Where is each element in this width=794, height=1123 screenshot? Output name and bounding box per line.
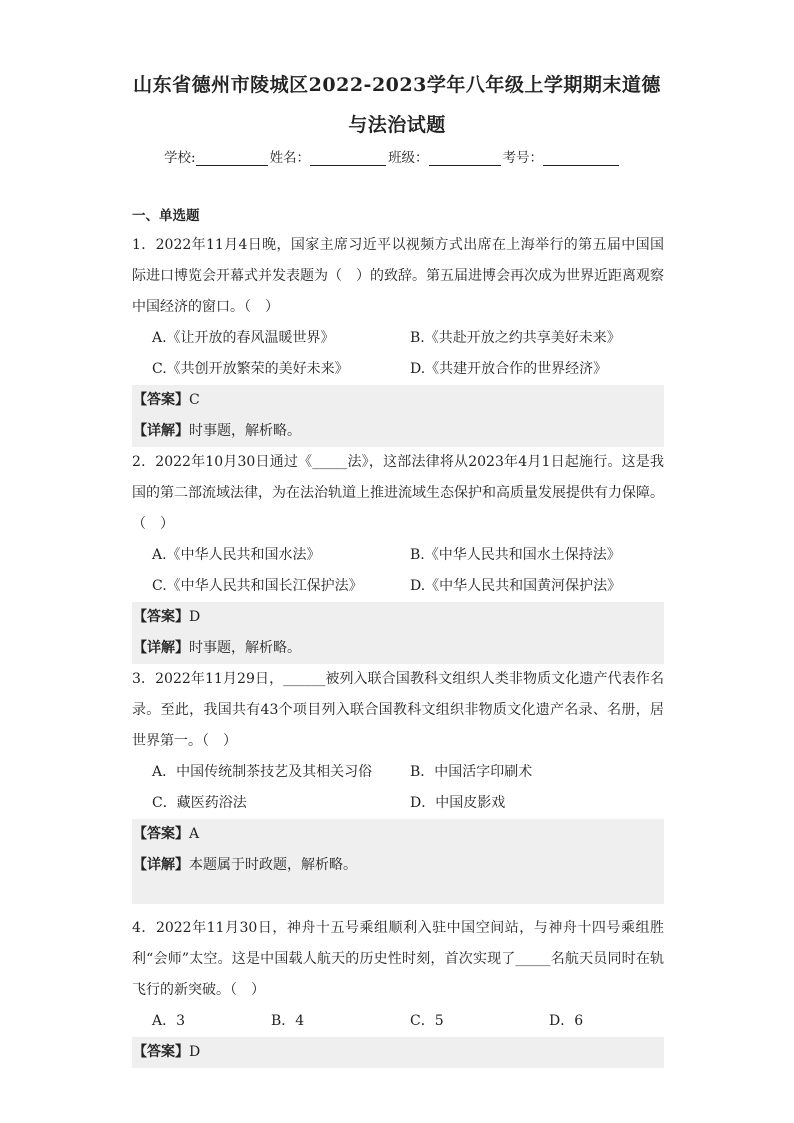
detail-label: 【详解】 [133,640,189,656]
q4-answer [132,1037,664,1068]
student-info-line [164,146,621,166]
exam-title-line2: 与法治试题 [348,114,446,136]
q4-option-a: A．3 [152,1013,186,1029]
section-title: 一、单选题 [132,208,200,224]
q3-option-c: C．藏医药浴法 [152,795,247,811]
q3-option-b: B．中国活字印刷术 [410,764,533,780]
q4-option-c: C．5 [410,1013,444,1029]
q2-option-d: D.《中华人民共和国黄河保护法》 [410,578,622,594]
q1-answer [132,385,664,416]
question-1-text: 1．2022年11月4日晚，国家主席习近平以视频方式出席在上海举行的第五届中国国际进口博览会开幕式并发表题为（ ）的致辞。第五届进博会再次成为世界近距离观察中国经济的窗口。（ ） [132,237,664,315]
q1-option-b: B.《共赴开放之约共享美好未来》 [410,330,621,346]
detail-text: 时事题，解析略。 [189,423,301,439]
q4-option-d: D．6 [549,1013,584,1029]
q3-detail [132,850,664,881]
q2-option-c: C.《中华人民共和国长江保护法》 [152,578,363,594]
detail-text: 时事题，解析略。 [189,640,301,656]
question-1-options [132,323,664,385]
school-blank [196,151,268,166]
q1-option-d: D.《共建开放合作的世界经济》 [410,361,608,377]
class-label: 班级： [388,150,429,166]
exam-number-label: 考号： [502,150,544,166]
q1-detail [132,416,664,447]
q3-detail-padding [132,881,664,904]
exam-content [132,206,664,1068]
q2-option-a: A.《中华人民共和国水法》 [152,547,321,563]
answer-value: A [189,826,200,842]
question-4-text: 4．2022年11月30日，神舟十五号乘组顺利入驻中国空间站，与神舟十四号乘组胜利“会师”太空。这是中国载人航天的历史性时刻，首次实现了_____名航天员同时在轨飞行的新突破。（ ） [132,920,664,998]
answer-value: D [189,1044,201,1060]
spacer [132,904,664,913]
q2-detail [132,633,664,664]
question-4-options [132,1006,664,1037]
answer-label: 【答案】 [133,826,189,842]
detail-text: 本题属于时政题，解析略。 [189,857,357,873]
q1-option-c: C.《共创开放繁荣的美好未来》 [152,361,349,377]
exam-title-line1: 山东省德州市陵城区2022-2023学年八年级上学期期末道德 [133,74,661,96]
name-label: 姓名： [269,150,311,166]
q2-answer [132,602,664,633]
q3-option-d: D．中国皮影戏 [410,795,506,811]
school-label: 学校: [164,150,196,166]
question-2-text: 2．2022年10月30日通过《_____法》，这部法律将从2023年4月1日起施行。这是我国的第二部流域法律，为在法治轨道上推进流域生态保护和高质量发展提供有力保障。（ ） [132,454,664,532]
answer-label: 【答案】 [133,609,189,625]
q3-option-a: A．中国传统制茶技艺及其相关习俗 [152,764,373,780]
q1-option-a: A.《让开放的春风温暖世界》 [152,330,335,346]
detail-label: 【详解】 [133,423,189,439]
answer-label: 【答案】 [133,392,189,408]
name-blank [310,151,386,166]
question-2-options [132,540,664,602]
exam-number-blank [543,151,619,166]
answer-label: 【答案】 [133,1044,189,1060]
q2-option-b: B.《中华人民共和国水土保持法》 [410,547,621,563]
question-3-text: 3．2022年11月29日，______被列入联合国教科文组织人类非物质文化遗产代表作名录。至此，我国共有43个项目列入联合国教科文组织非物质文化遗产名录、名册，居世界第一。（ ） [132,671,664,749]
class-blank [429,151,501,166]
q4-option-b: B．4 [271,1013,305,1029]
question-3-options [132,757,664,819]
detail-label: 【详解】 [133,857,189,873]
answer-value: D [189,609,201,625]
q3-answer [132,819,664,850]
answer-value: C [189,392,200,408]
